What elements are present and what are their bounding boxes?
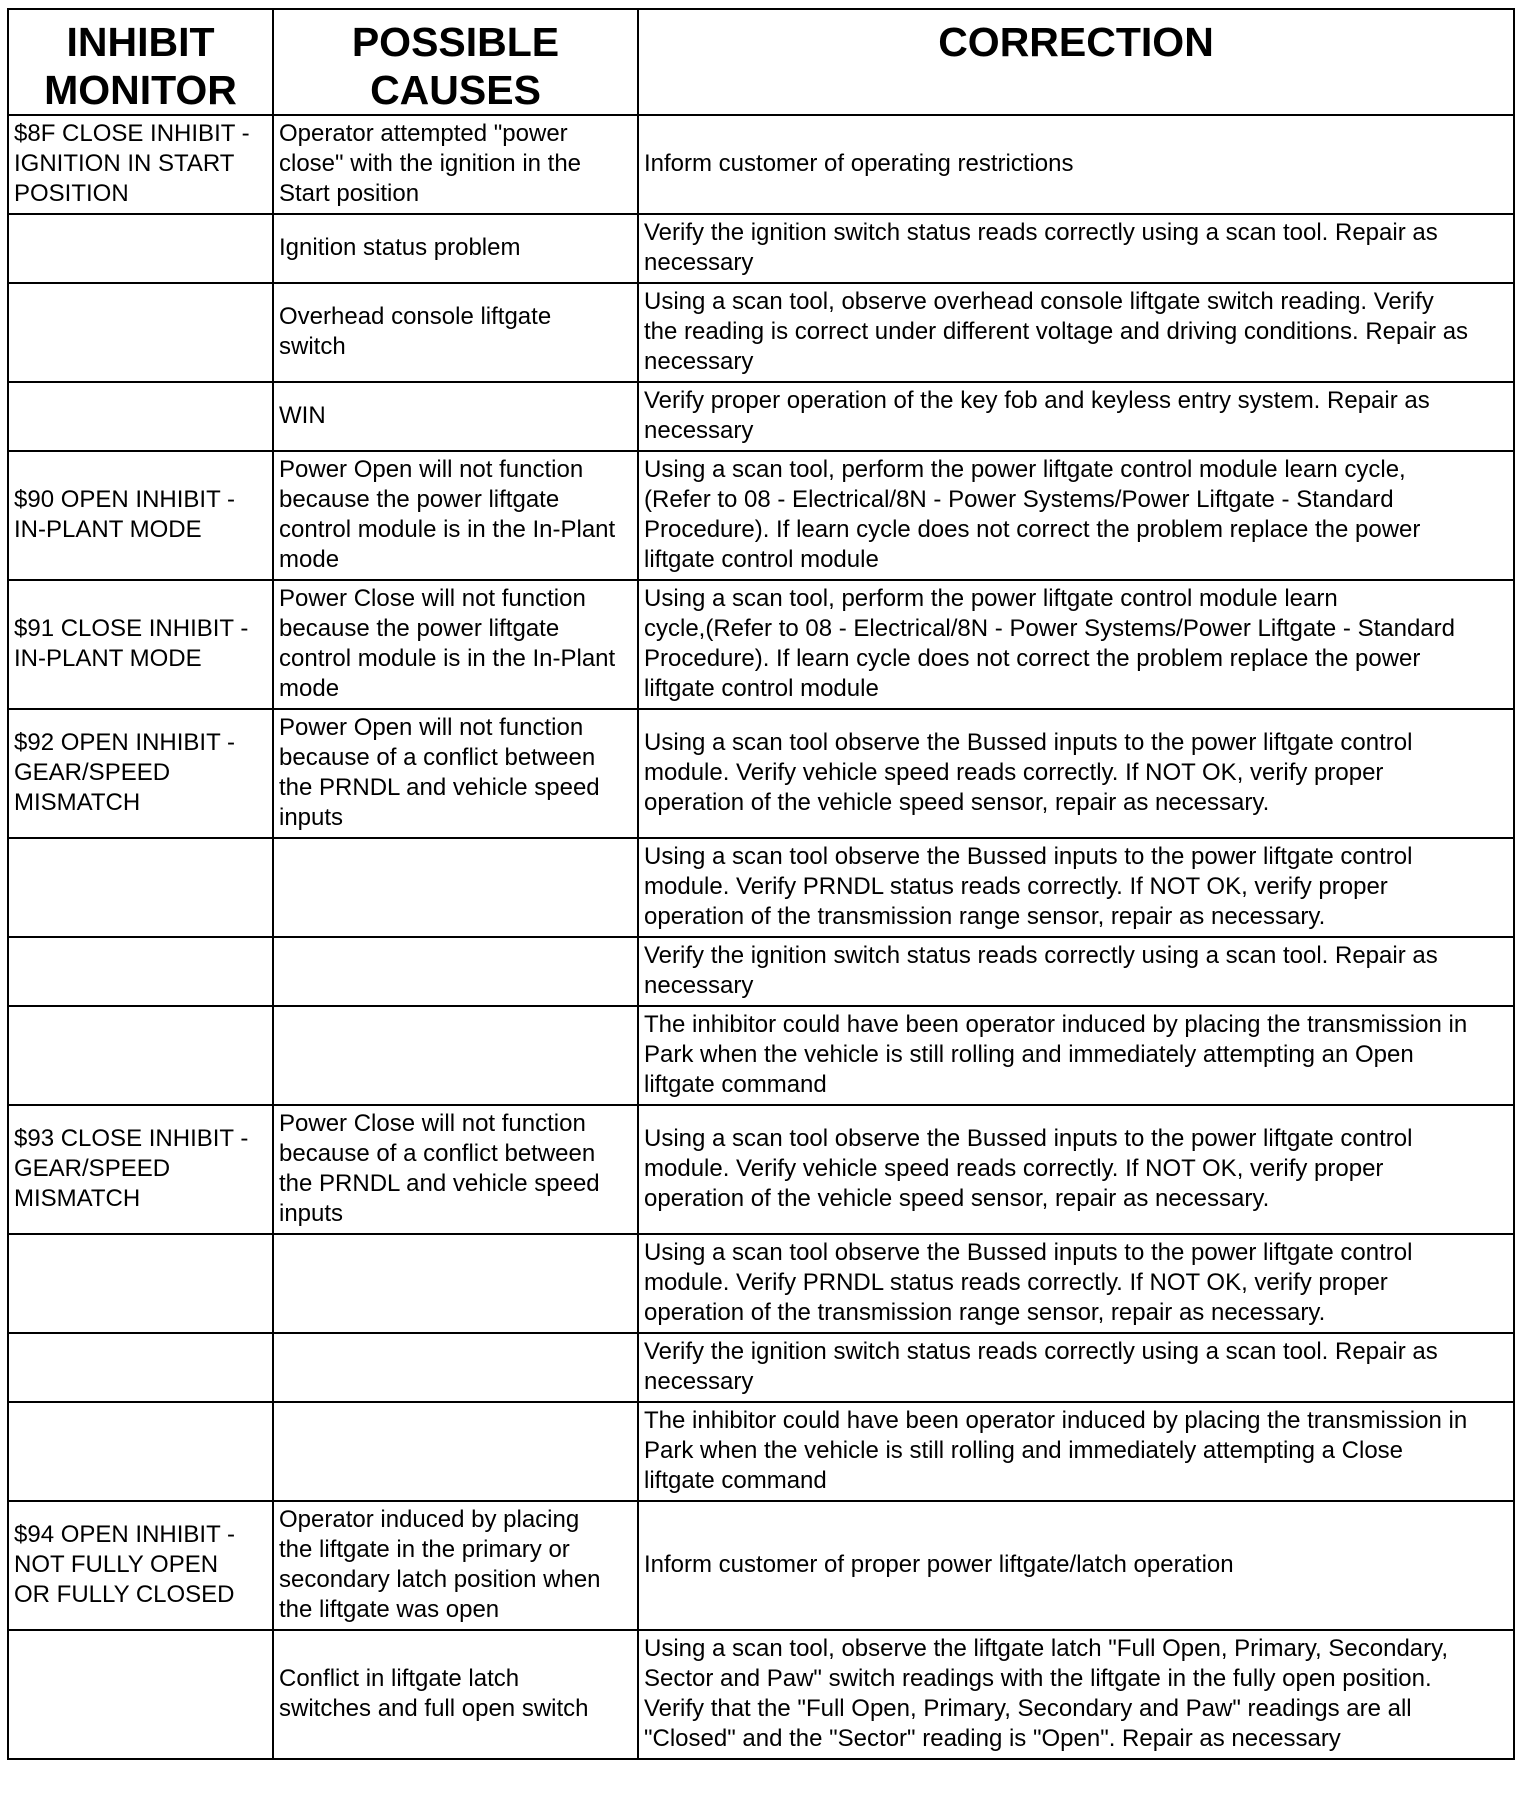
- possible-cause-cell: Overhead console liftgate switch: [273, 283, 638, 382]
- table-row: [8, 283, 1514, 382]
- correction-cell: Inform customer of proper power liftgate/latch operation: [638, 1501, 1514, 1630]
- correction-cell: Using a scan tool observe the Bussed inputs to the power liftgate control module. Verify vehicle speed reads correctly. If NOT OK, verify proper operation of the vehicle speed sensor, repair as necessary.: [638, 709, 1514, 838]
- correction-cell: Verify the ignition switch status reads correctly using a scan tool. Repair as necessary: [638, 937, 1514, 1006]
- correction-cell: Verify the ignition switch status reads correctly using a scan tool. Repair as necessary: [638, 214, 1514, 283]
- header-inhibit-monitor: INHIBIT MONITOR: [8, 9, 273, 115]
- correction-cell: Using a scan tool, perform the power liftgate control module learn cycle, (Refer to 08 - Electrical/8N - Power Systems/Power Liftgate - Standard Procedure). If learn cycle does not correct the problem replace the power liftgate control module: [638, 451, 1514, 580]
- correction-cell: The inhibitor could have been operator induced by placing the transmission in Park when the vehicle is still rolling and immediately attempting an Open liftgate command: [638, 1006, 1514, 1105]
- inhibit-monitor-cell: $91 CLOSE INHIBIT - IN-PLANT MODE: [8, 580, 273, 709]
- inhibit-monitor-cell: [8, 1234, 273, 1333]
- inhibit-monitor-cell: $90 OPEN INHIBIT - IN-PLANT MODE: [8, 451, 273, 580]
- table-row: [8, 838, 1514, 937]
- correction-cell: Inform customer of operating restrictions: [638, 115, 1514, 214]
- inhibit-monitor-cell: [8, 937, 273, 1006]
- inhibit-monitor-cell: [8, 1402, 273, 1501]
- possible-cause-cell: Operator induced by placing the liftgate in the primary or secondary latch position when the liftgate was open: [273, 1501, 638, 1630]
- correction-cell: Verify the ignition switch status reads correctly using a scan tool. Repair as necessary: [638, 1333, 1514, 1402]
- possible-cause-cell: [273, 1333, 638, 1402]
- header-row: [8, 9, 1514, 115]
- inhibit-monitor-cell: [8, 214, 273, 283]
- correction-cell: Using a scan tool, perform the power liftgate control module learn cycle,(Refer to 08 - Electrical/8N - Power Systems/Power Liftgate - Standard Procedure). If learn cycle does not correct the problem replace the power liftgate control module: [638, 580, 1514, 709]
- possible-cause-cell: [273, 1402, 638, 1501]
- inhibit-monitor-cell: $93 CLOSE INHIBIT - GEAR/SPEED MISMATCH: [8, 1105, 273, 1234]
- possible-cause-cell: [273, 838, 638, 937]
- correction-cell: Using a scan tool, observe overhead console liftgate switch reading. Verify the reading is correct under different voltage and driving conditions. Repair as necessary: [638, 283, 1514, 382]
- inhibit-monitor-cell: [8, 1630, 273, 1759]
- table-row: [8, 214, 1514, 283]
- inhibit-monitor-cell: [8, 1006, 273, 1105]
- correction-cell: The inhibitor could have been operator induced by placing the transmission in Park when the vehicle is still rolling and immediately attempting a Close liftgate command: [638, 1402, 1514, 1501]
- correction-cell: Using a scan tool, observe the liftgate latch "Full Open, Primary, Secondary, Sector and Paw" switch readings with the liftgate in the fully open position. Verify that the "Full Open, Primary, Secondary and Paw" readings are all "Closed" and the "Sector" reading is "Open". Repair as necessary: [638, 1630, 1514, 1759]
- table-row: [8, 1105, 1514, 1234]
- table-row: [8, 1501, 1514, 1630]
- table-row: [8, 1402, 1514, 1501]
- table-body: [8, 115, 1514, 1759]
- possible-cause-cell: Operator attempted "power close" with the ignition in the Start position: [273, 115, 638, 214]
- table-row: [8, 451, 1514, 580]
- possible-cause-cell: Power Open will not function because of a conflict between the PRNDL and vehicle speed inputs: [273, 709, 638, 838]
- correction-cell: Using a scan tool observe the Bussed inputs to the power liftgate control module. Verify PRNDL status reads correctly. If NOT OK, verify proper operation of the transmission range sensor, repair as necessary.: [638, 838, 1514, 937]
- possible-cause-cell: Power Open will not function because the power liftgate control module is in the In-Plant mode: [273, 451, 638, 580]
- possible-cause-cell: Conflict in liftgate latch switches and full open switch: [273, 1630, 638, 1759]
- correction-cell: Verify proper operation of the key fob and keyless entry system. Repair as necessary: [638, 382, 1514, 451]
- table-row: [8, 937, 1514, 1006]
- header-correction: CORRECTION: [638, 9, 1514, 115]
- table-row: [8, 1234, 1514, 1333]
- inhibit-monitor-cell: [8, 283, 273, 382]
- table-row: [8, 382, 1514, 451]
- inhibit-monitor-table: [7, 8, 1515, 1760]
- table-row: [8, 580, 1514, 709]
- table-row: [8, 1630, 1514, 1759]
- inhibit-monitor-cell: [8, 838, 273, 937]
- inhibit-monitor-cell: [8, 382, 273, 451]
- inhibit-monitor-cell: $8F CLOSE INHIBIT - IGNITION IN START POSITION: [8, 115, 273, 214]
- table-row: [8, 115, 1514, 214]
- inhibit-monitor-table-container: [7, 8, 1515, 1760]
- table-row: [8, 709, 1514, 838]
- table-row: [8, 1333, 1514, 1402]
- possible-cause-cell: Ignition status problem: [273, 214, 638, 283]
- header-possible-causes: POSSIBLE CAUSES: [273, 9, 638, 115]
- inhibit-monitor-cell: $92 OPEN INHIBIT - GEAR/SPEED MISMATCH: [8, 709, 273, 838]
- correction-cell: Using a scan tool observe the Bussed inputs to the power liftgate control module. Verify PRNDL status reads correctly. If NOT OK, verify proper operation of the transmission range sensor, repair as necessary.: [638, 1234, 1514, 1333]
- possible-cause-cell: WIN: [273, 382, 638, 451]
- inhibit-monitor-cell: [8, 1333, 273, 1402]
- possible-cause-cell: Power Close will not function because of a conflict between the PRNDL and vehicle speed inputs: [273, 1105, 638, 1234]
- possible-cause-cell: Power Close will not function because the power liftgate control module is in the In-Plant mode: [273, 580, 638, 709]
- possible-cause-cell: [273, 1006, 638, 1105]
- inhibit-monitor-cell: $94 OPEN INHIBIT - NOT FULLY OPEN OR FULLY CLOSED: [8, 1501, 273, 1630]
- table-row: [8, 1006, 1514, 1105]
- possible-cause-cell: [273, 1234, 638, 1333]
- possible-cause-cell: [273, 937, 638, 1006]
- correction-cell: Using a scan tool observe the Bussed inputs to the power liftgate control module. Verify vehicle speed reads correctly. If NOT OK, verify proper operation of the vehicle speed sensor, repair as necessary.: [638, 1105, 1514, 1234]
